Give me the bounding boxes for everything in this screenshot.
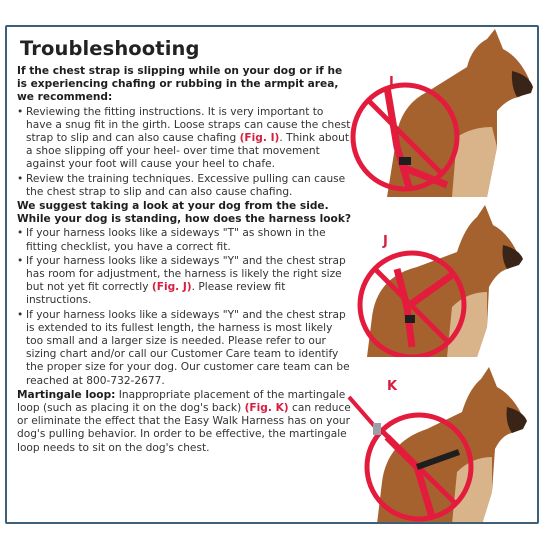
fig-ref-k: (Fig. K) <box>244 402 289 415</box>
section2-lead: We suggest taking a look at your dog from the side. While your dog is standing, how does the harness look? <box>17 200 352 226</box>
bullet-text: Reviewing the fitting instructions. It is very important to have a snug fit in the girth. Loose straps can cause the chest strap to slip and can also cause chafing <box>26 105 351 145</box>
bullet-dot: • <box>17 105 24 118</box>
fig-ref-j: (Fig. J) <box>151 281 192 294</box>
martingale-label: Martingale loop: <box>17 388 116 401</box>
text-column <box>17 37 352 455</box>
figure-i-label: I <box>389 75 394 90</box>
bullet-dot: • <box>17 227 24 240</box>
harness-buckle <box>399 157 411 165</box>
martingale-paragraph <box>17 389 352 455</box>
figure-k-illustration <box>347 357 537 524</box>
figure-i-illustration <box>347 27 537 197</box>
section1-list <box>17 106 352 199</box>
list-item <box>17 227 352 253</box>
bullet-text-after: . Please review fit instructions. <box>26 281 286 307</box>
bullet-text: If your harness looks like a sideways "T" as shown in the fitting checklist, you have a correct fit. <box>26 227 326 253</box>
list-item <box>17 309 352 388</box>
page-title: Troubleshooting <box>20 37 200 60</box>
figure-j-label: J <box>383 234 388 249</box>
list-item <box>17 255 352 308</box>
bullet-text: Review the training techniques. Excessive pulling can cause the chest strap to slip and can also cause chafing. <box>26 172 346 198</box>
bullet-dot: • <box>17 172 24 185</box>
fig-ref-i: (Fig. I) <box>239 132 280 145</box>
section1-lead: If the chest strap is slipping while on your dog or if he is experiencing chafing or rubbing in the armpit area, we recommend: <box>17 65 343 104</box>
figure-column <box>347 27 537 524</box>
dog-muzzle-shape <box>512 71 533 97</box>
bullet-text: If your harness looks like a sideways "Y" and the chest strap has room for adjustment, the harness is likely the right size but not yet fit correctly <box>26 254 346 294</box>
martingale-text-after: can reduce or eliminate the effect that the Easy Walk Harness has on your dog's pulling behavior. In order to be effective, the martingale loop needs to sit on the dog's chest. <box>17 402 351 454</box>
troubleshooting-panel <box>5 25 539 524</box>
leash-clip <box>373 423 381 435</box>
bullet-dot: • <box>17 308 24 321</box>
martingale-text: Inappropriate placement of the martingale loop (such as placing it on the dog's back) <box>17 388 346 415</box>
figure-k-label: K <box>387 379 398 394</box>
figure-j-illustration <box>347 197 537 357</box>
bullet-dot: • <box>17 254 24 267</box>
list-item <box>17 173 352 199</box>
dog-muzzle-shape <box>503 245 524 269</box>
section2-list <box>17 227 352 387</box>
list-item <box>17 106 352 172</box>
bullet-text-after: . Think about a shoe slipping off your heel- over time that movement against your foot will cause your heel to chafe. <box>26 132 350 171</box>
leash <box>349 397 377 429</box>
harness-buckle <box>405 315 415 323</box>
bullet-text: If your harness looks like a sideways "Y" and the chest strap is extended to its fullest length, the harness is most likely too small and a larger size is needed. Please refer to our sizing chart and/or call our Customer Care team to identify the proper size for your dog. Our customer care team can be reached at 800-732-2677. <box>26 308 350 387</box>
